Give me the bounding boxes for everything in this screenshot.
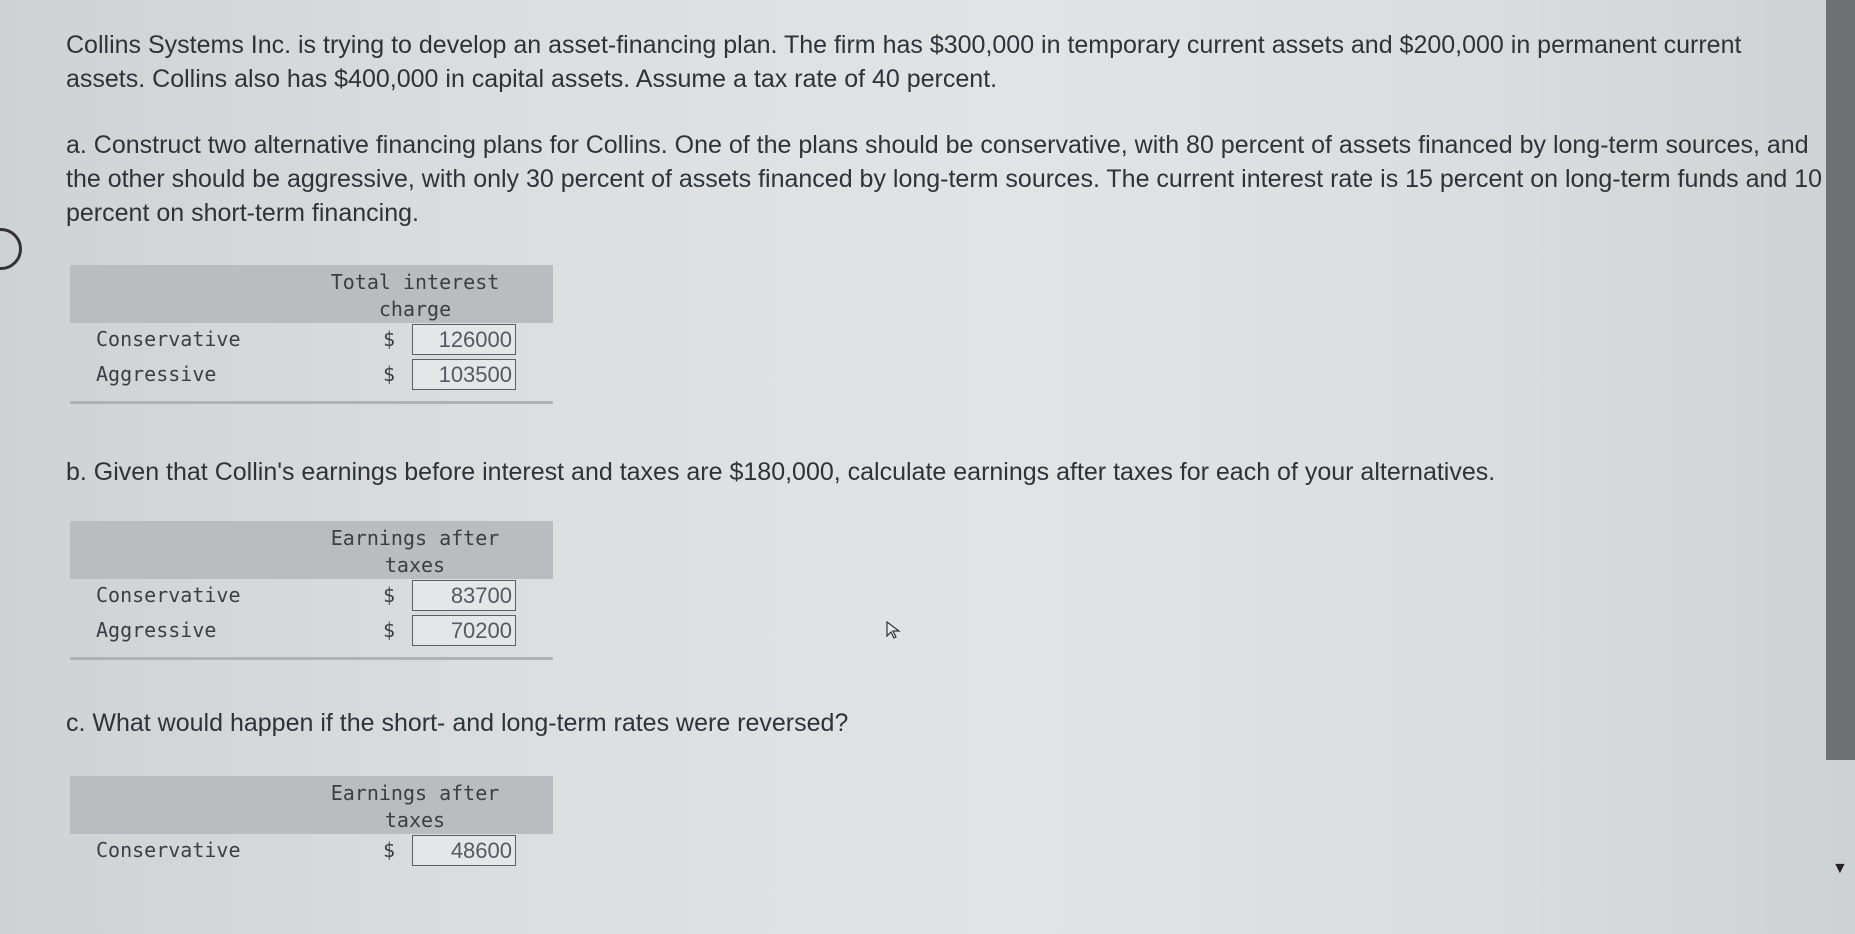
row-label: Conservative (96, 583, 241, 607)
scroll-down-arrow-icon[interactable]: ▼ (1832, 860, 1848, 877)
circle-marker (0, 228, 22, 270)
currency-symbol: $ (383, 327, 396, 351)
table-header (70, 521, 553, 579)
header-line-1: Earnings after (330, 781, 500, 805)
table-row (70, 834, 553, 869)
header-line-2: taxes (384, 808, 446, 832)
currency-symbol: $ (383, 583, 396, 607)
answer-input[interactable]: 103500 (412, 359, 516, 390)
table-divider (70, 657, 553, 660)
currency-symbol: $ (383, 362, 396, 386)
table-divider (70, 401, 553, 404)
row-label: Conservative (96, 327, 241, 351)
answer-input[interactable]: 70200 (412, 615, 516, 646)
table-header (70, 265, 553, 323)
part-b-table (70, 521, 553, 660)
problem-intro: Collins Systems Inc. is trying to develop an asset-financing plan. The firm has $300,000 in temporary current assets and $200,000 in permanent current assets. Collins also has $400,000 in capital assets. Assume a tax rate of 40 percent. (66, 31, 1742, 93)
row-label: Conservative (96, 838, 241, 862)
row-label: Aggressive (96, 618, 217, 642)
part-a-prompt: a. Construct two alternative financing plans for Collins. One of the plans should be conservative, with 80 percent of assets financed by long-term sources, and the other should be aggressive, with only 30 percent of assets financed by long-term sources. The current interest rate is 15 percent on long-term funds and 10 percent on short-term financing. (66, 131, 1823, 227)
answer-input[interactable]: 83700 (412, 580, 516, 611)
table-row (70, 579, 553, 614)
header-line-1: Total interest (330, 270, 500, 294)
part-b-prompt: b. Given that Collin's earnings before interest and taxes are $180,000, calculate earnings after taxes for each of your alternatives. (66, 458, 1496, 486)
answer-input[interactable]: 48600 (412, 835, 516, 866)
part-c-prompt: c. What would happen if the short- and long-term rates were reversed? (66, 709, 849, 737)
header-line-2: taxes (384, 553, 446, 577)
table-row (70, 358, 553, 393)
currency-symbol: $ (383, 618, 396, 642)
row-label: Aggressive (96, 362, 217, 386)
vertical-scrollbar[interactable] (1826, 0, 1855, 760)
part-c-table (70, 776, 553, 869)
header-line-1: Earnings after (330, 526, 500, 550)
table-row (70, 323, 553, 358)
answer-input[interactable]: 126000 (412, 324, 516, 355)
mouse-pointer-icon (884, 620, 904, 640)
header-line-2: charge (378, 297, 452, 321)
currency-symbol: $ (383, 838, 396, 862)
table-row (70, 614, 553, 649)
part-a-table (70, 265, 553, 404)
table-header (70, 776, 553, 834)
